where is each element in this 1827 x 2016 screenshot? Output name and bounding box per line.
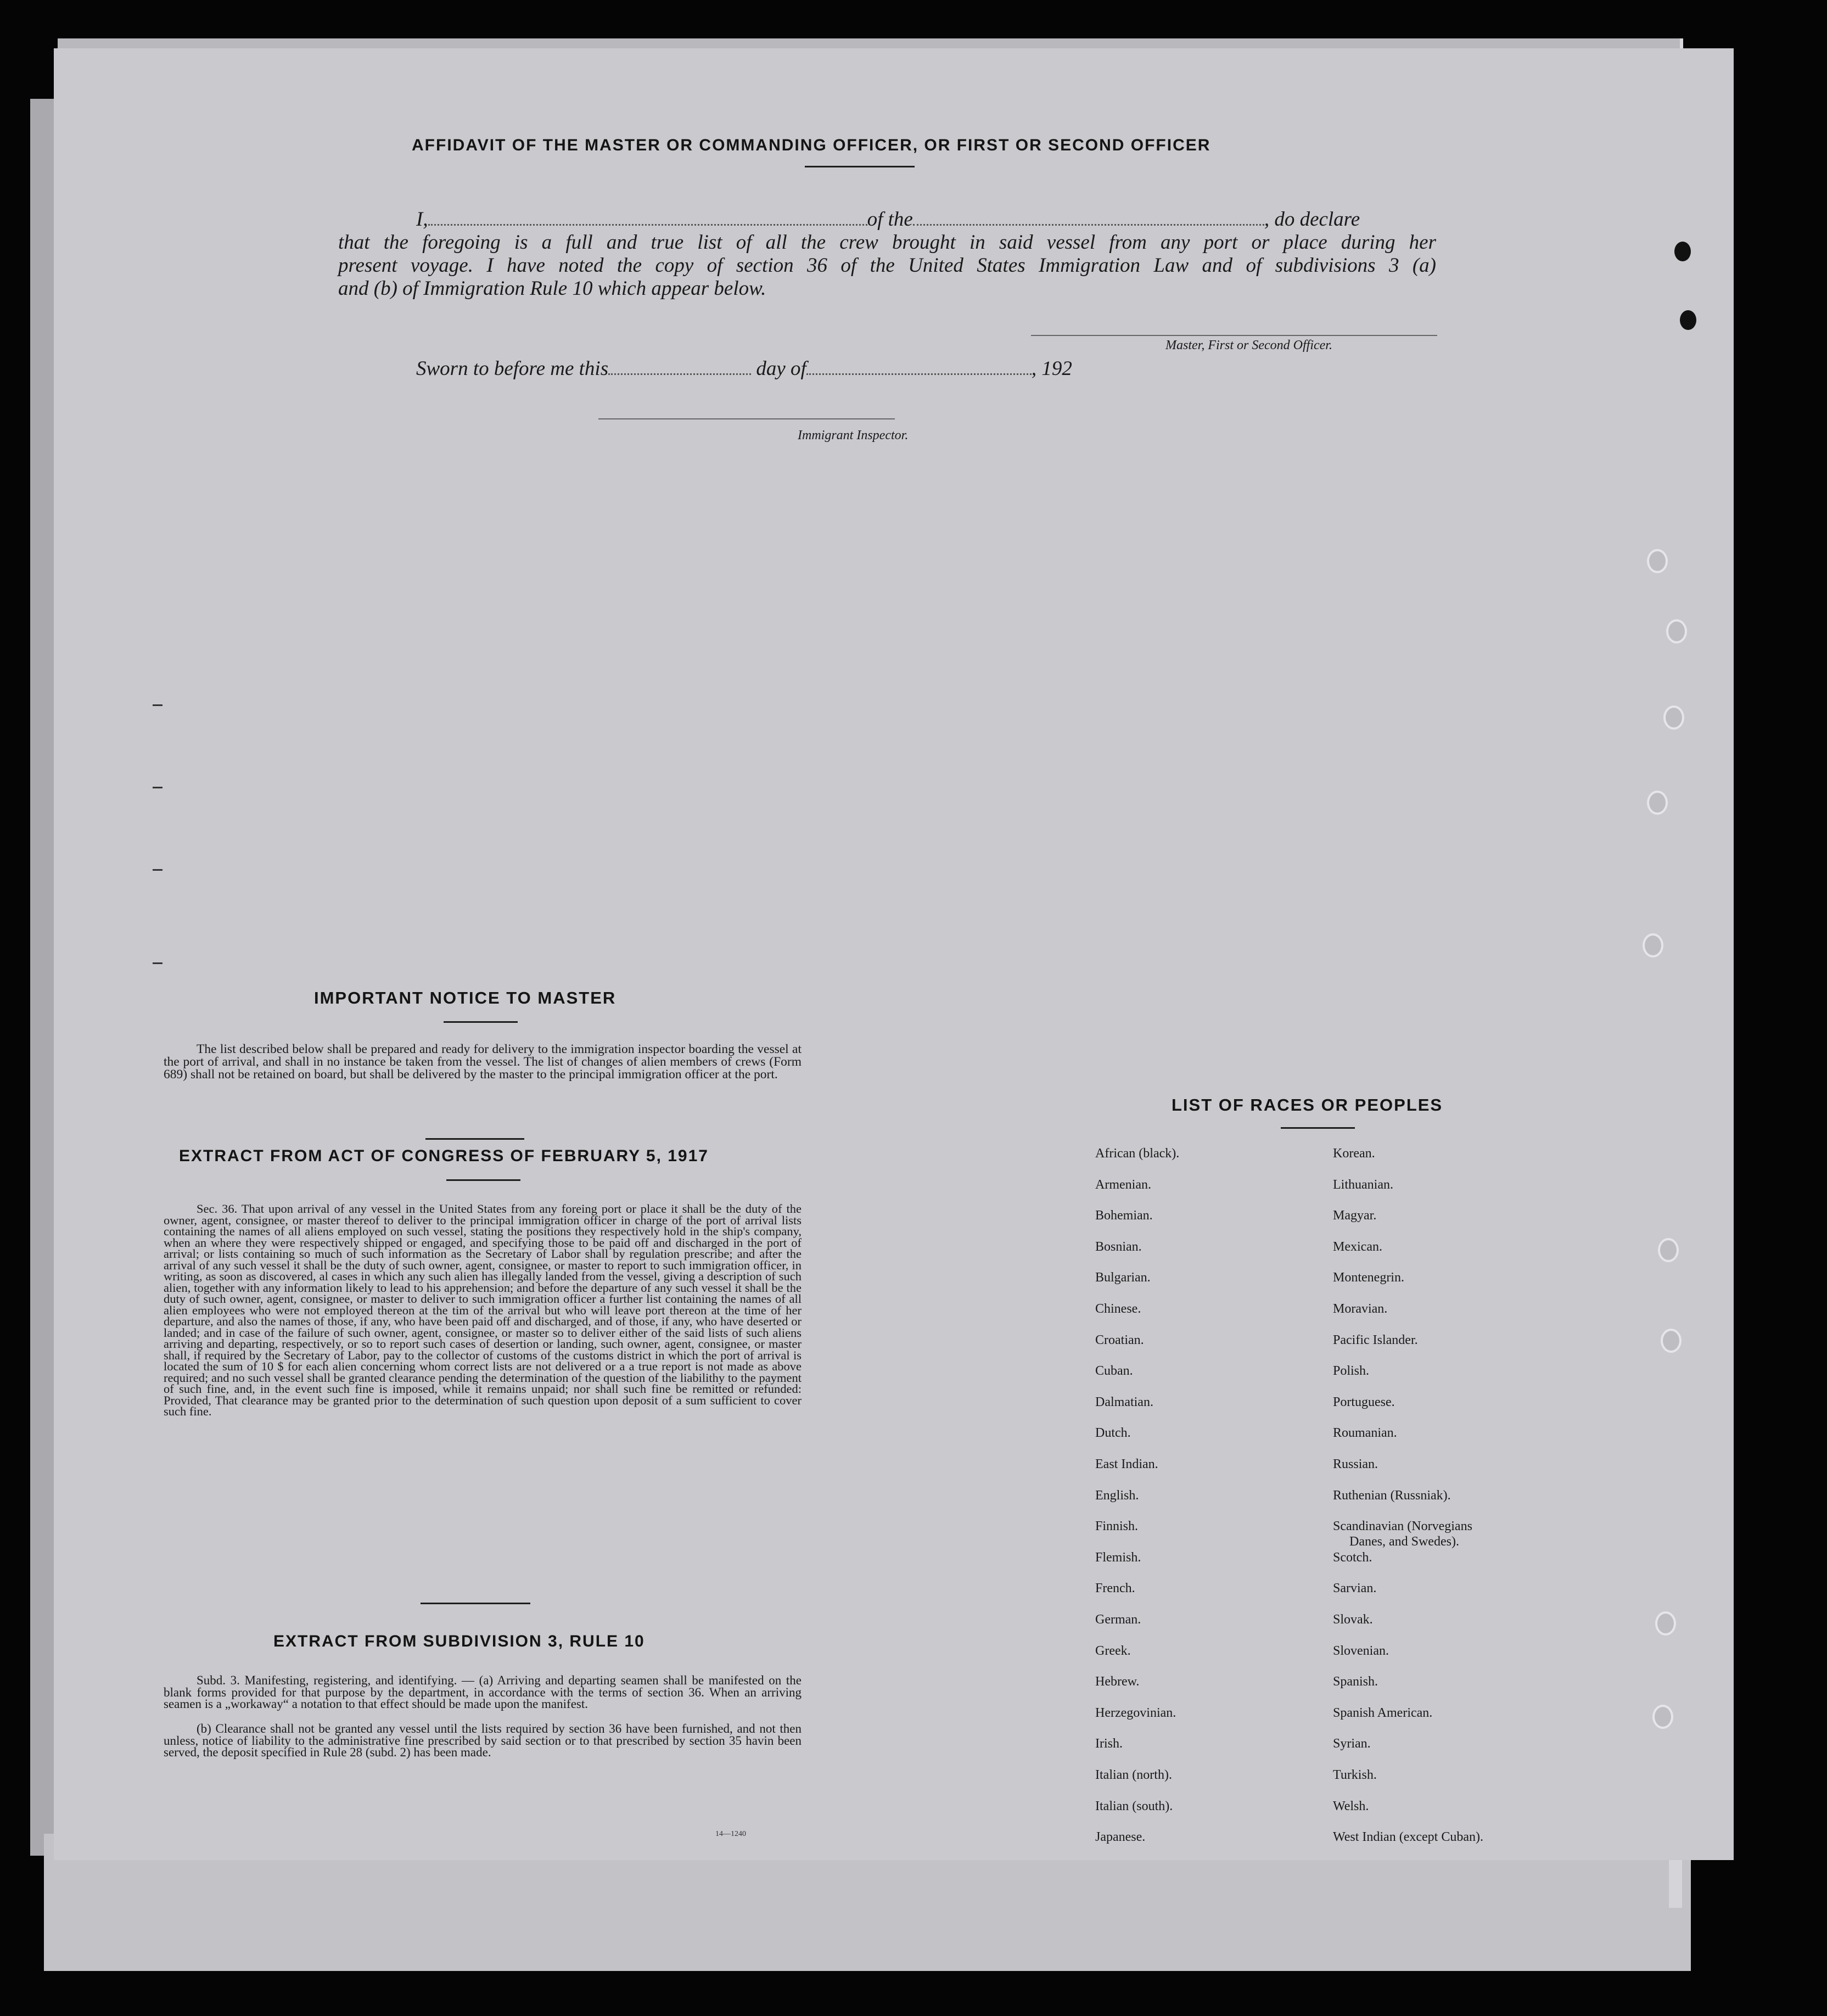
margin-mark [153,787,162,788]
binder-hole [1643,933,1663,957]
race-item: Croatian. [1095,1332,1144,1347]
binder-hole [1663,705,1684,730]
month-blank [806,359,1032,375]
race-item: Armenian. [1095,1177,1151,1192]
race-item: Herzegovinian. [1095,1705,1176,1720]
race-item: Magyar. [1333,1208,1377,1223]
race-item: German. [1095,1612,1141,1627]
race-item: Sarvian. [1333,1581,1377,1596]
binder-hole [1652,1705,1673,1729]
rule-para-a: Subd. 3. Manifesting, registering, and identifying. — (a) Arriving and departing seamen shall be manifested on the blank forms provided for that purpose by the department, in accordance with the terms of section 36. When an arriving seamen is a „workaway“ a notation to that effect should be made upon the manifest. [164,1673,802,1711]
race-item: Slovak. [1333,1612,1373,1627]
binder-hole [1655,1611,1676,1636]
affidavit-line-3: present voyage. I have noted the copy of section 36 of the United States Immigration Law and of subdivisions 3 (a) [338,254,1436,277]
race-item: Danes, and Swedes). [1349,1535,1459,1549]
race-item: Bosnian. [1095,1239,1142,1254]
binder-hole [1680,310,1696,330]
race-item: Lithuanian. [1333,1177,1393,1192]
race-item: West Indian (except Cuban). [1333,1830,1483,1845]
race-item: Syrian. [1333,1737,1371,1751]
signature-line [1031,335,1437,336]
race-item: Moravian. [1333,1302,1388,1316]
race-item: Welsh. [1333,1799,1369,1813]
signature-label: Master, First or Second Officer. [1165,338,1332,352]
margin-mark [153,869,162,871]
race-item: Chinese. [1095,1302,1141,1316]
affidavit-of-the: of the [867,208,913,231]
race-item: French. [1095,1581,1135,1596]
title-underline [805,166,915,167]
race-item: Irish. [1095,1737,1123,1751]
act-body: Sec. 36. That upon arrival of any vessel in the United States from any foreing port or place it shall be the duty of the owner, agent, consignee, or master thereof to deliver to the principal immigration officer in charge of the port of arrival lists containing the names of all aliens employed on such vessel, stating the positions they respectively hold in the ship's company, when an where they were respectively shipped or engaged, and specifying those to be paid off and discharged in the port of arrival; or lists containing so much of such information as the Secretary of Labor shall by regulation prescribe; and after the arrival of any such vessel it shall be the duty of such owner, agent, consignee, or master to report to such immigration officer, in writing, as soon as discovered, al cases in which any such alien has illegally landed from the vessel, giving a description of such alien, together with any information likely to lead to his apprehension; and before the departure of any such vessel it shall be the duty of such owner, agent, consignee, or master to deliver to such immigration officer a further list containing the names of all alien employees who were not employed thereon at the tim of the arrival but who will leave port thereon at the time of her departure, and also the names of those, if any, who have been paid off and discharged, and of those, if any, who have deserted or landed; and in case of the failure of such owner, agent, consignee, or master so to deliver either of the said lists of such aliens arriving and departing, respectively, or so to report such cases of desertion or landing, such owner, agent, consignee, or master shall, if required by the Secretary of Labor, pay to the collector of customs of the customs district in which the port of arrival is located the sum of 10 $ for each alien concerning whom correct lists are not delivered or a a true report is not made as above required; and no such vessel shall be granted clearance pending the determination of the question of the liabilithy to the payment of such fine, and, in the event such fine is imposed, while it remains unpaid; nor shall such fine be remitted or refunded: Provided, That clearance may be granted prior to the determination of such question upon deposit of a sum sufficient to cover such fine. [164,1202,802,1418]
race-item: Hebrew. [1095,1675,1140,1689]
race-item: Scotch. [1333,1550,1372,1565]
document-page [54,48,1734,1860]
race-item: English. [1095,1488,1139,1503]
race-item: Bohemian. [1095,1208,1153,1223]
race-item: African (black). [1095,1146,1180,1161]
sworn-prefix: Sworn to before me this [416,357,609,380]
vessel-blank [913,210,1264,226]
notice-body: The list described below shall be prepared and ready for delivery to the immigration inspector boarding the vessel at the port of arrival, and shall in no instance be taken from the vessel. The list of changes of alien members of crews (Form 689) shall not be retained on board, but shall be delivered by the master to the principal immigration officer at the port. [164,1042,802,1082]
race-item: Roumanian. [1333,1426,1397,1441]
race-item: Slovenian. [1333,1643,1389,1658]
notice-title: IMPORTANT NOTICE TO MASTER [314,988,617,1007]
race-item: Montenegrin. [1333,1270,1404,1285]
race-item: Japanese. [1095,1830,1146,1845]
act-top-rule [425,1138,524,1140]
race-item: Bulgarian. [1095,1270,1151,1285]
day-blank [608,359,751,375]
binder-hole [1647,791,1668,815]
race-item: Pacific Islander. [1333,1332,1418,1347]
binder-hole [1674,242,1691,261]
races-title: LIST OF RACES OR PEOPLES [1172,1095,1443,1115]
race-item: Greek. [1095,1643,1131,1658]
sworn-day-of: day of [756,357,806,380]
form-number: 14—1240 [715,1830,746,1838]
affidavit-declare: , do declare [1264,208,1360,231]
race-item: Dalmatian. [1095,1395,1153,1409]
inspector-signature-line [598,418,895,419]
race-item: Spanish. [1333,1675,1378,1689]
race-item: Dutch. [1095,1426,1131,1441]
affidavit-line-2: that the foregoing is a full and true list of all the crew brought in said vessel from any port or place during her [338,231,1436,254]
binder-hole [1661,1329,1682,1353]
race-item: Ruthenian (Russniak). [1333,1488,1451,1503]
sworn-year: , 192 [1031,357,1072,380]
race-item: Finnish. [1095,1519,1139,1534]
affidavit-line-4: and (b) of Immigration Rule 10 which appear below. [338,277,766,300]
race-item: Cuban. [1095,1364,1133,1379]
race-item: Scandinavian (Norvegians [1333,1519,1472,1534]
margin-mark [153,962,162,964]
race-item: Korean. [1333,1146,1375,1161]
rule-para-b: (b) Clearance shall not be granted any vessel until the lists required by section 36 have been furnished, and not then unless, notice of liability to the administrative fine prescribed by said section or to that prescribed by section 35 havin been served, the deposit specified in Rule 28 (subd. 2) has been made. [164,1722,802,1759]
race-item: East Indian. [1095,1457,1158,1471]
affidavit-i: I, [416,208,428,231]
affidavit-line-1 [416,208,1360,231]
act-underline [446,1179,520,1181]
race-item: Flemish. [1095,1550,1141,1565]
race-item: Mexican. [1333,1239,1382,1254]
act-title: EXTRACT FROM ACT OF CONGRESS OF FEBRUARY 5, 1917 [179,1147,709,1165]
name-blank [428,210,867,226]
binder-hole [1666,619,1687,643]
affidavit-title: AFFIDAVIT OF THE MASTER OR COMMANDING OFFICER, OR FIRST OR SECOND OFFICER [412,136,1211,154]
race-item: Portuguese. [1333,1395,1395,1409]
race-item: Italian (north). [1095,1768,1172,1782]
races-underline [1281,1127,1355,1129]
race-item: Italian (south). [1095,1799,1173,1813]
race-item: Turkish. [1333,1768,1377,1782]
sworn-line [416,357,1072,380]
race-item: Russian. [1333,1457,1378,1471]
inspector-label: Immigrant Inspector. [798,428,909,443]
race-item: Polish. [1333,1364,1370,1379]
margin-mark [153,704,162,706]
binder-hole [1658,1238,1679,1262]
rule-top-rule [421,1603,530,1604]
rule-title: EXTRACT FROM SUBDIVISION 3, RULE 10 [273,1632,645,1650]
race-item: Spanish American. [1333,1705,1433,1720]
notice-underline [444,1021,518,1023]
binder-hole [1647,549,1668,573]
